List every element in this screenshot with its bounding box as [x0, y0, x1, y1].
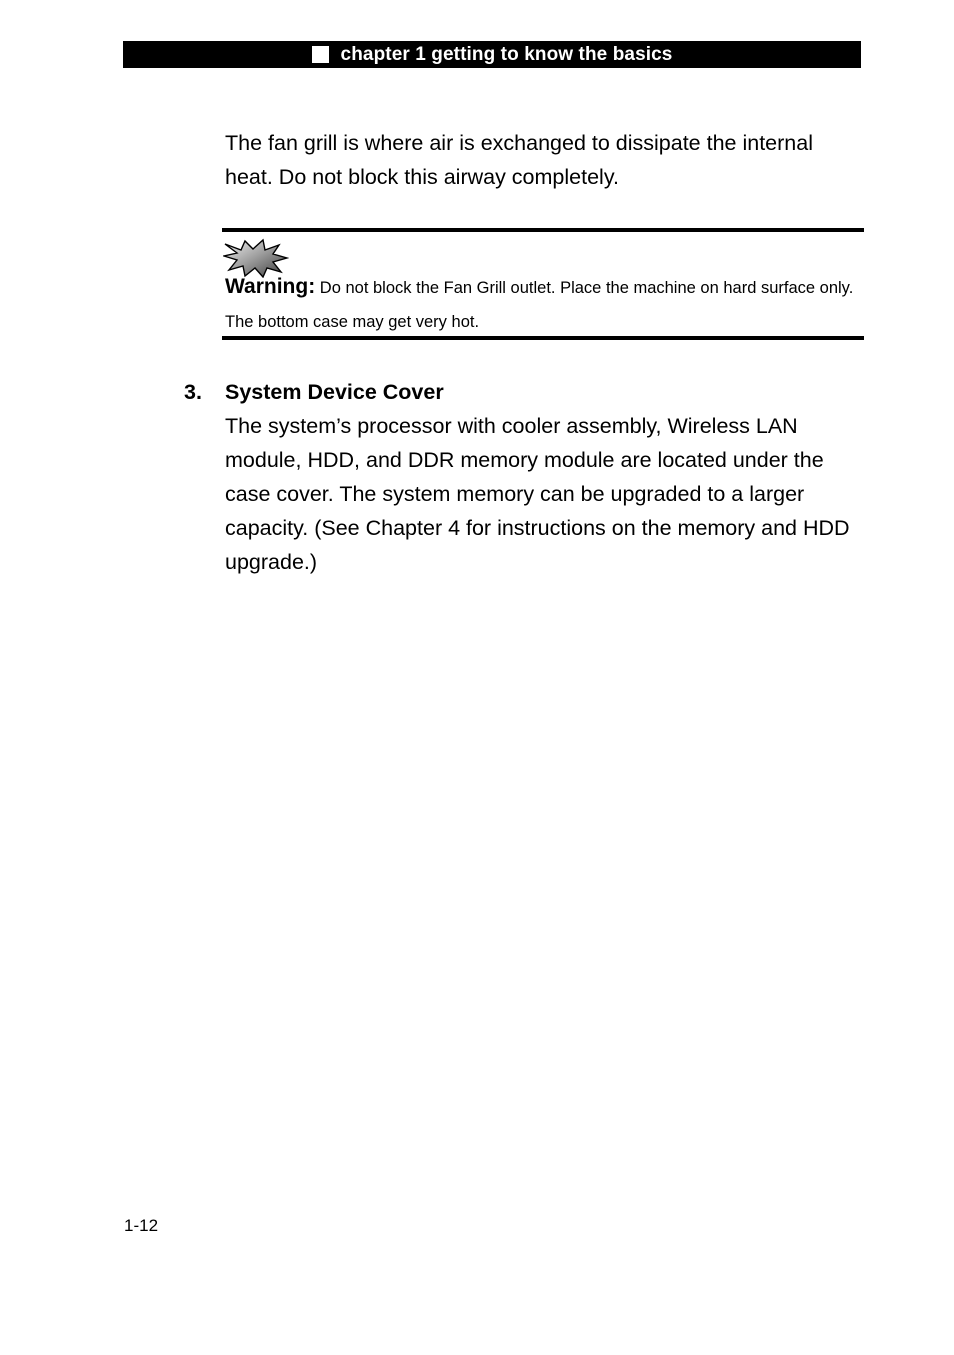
warning-message: Do not block the Fan Grill outlet. Place the machine on hard surface only. The bottom case may get very hot. [225, 279, 854, 331]
chapter-header-bar [123, 41, 861, 68]
section-title: System Device Cover [225, 380, 444, 404]
warning-text [225, 270, 861, 339]
intro-paragraph: The fan grill is where air is exchanged to dissipate the internal heat. Do not block this airway completely. [225, 131, 813, 189]
section-body: The system’s processor with cooler assembly, Wireless LAN module, HDD, and DDR memory module are located under the case cover. The system memory can be upgraded to a larger capacity. (See Chapter 4 for instructions on the memory and HDD upgrade.) [225, 414, 850, 574]
warning-box [222, 228, 864, 340]
page-number: 1-12 [124, 1216, 159, 1235]
header-square-icon [312, 46, 329, 63]
section-number: 3. [184, 380, 202, 404]
warning-label: Warning: [225, 275, 316, 298]
chapter-title: chapter 1 getting to know the basics [340, 43, 673, 65]
